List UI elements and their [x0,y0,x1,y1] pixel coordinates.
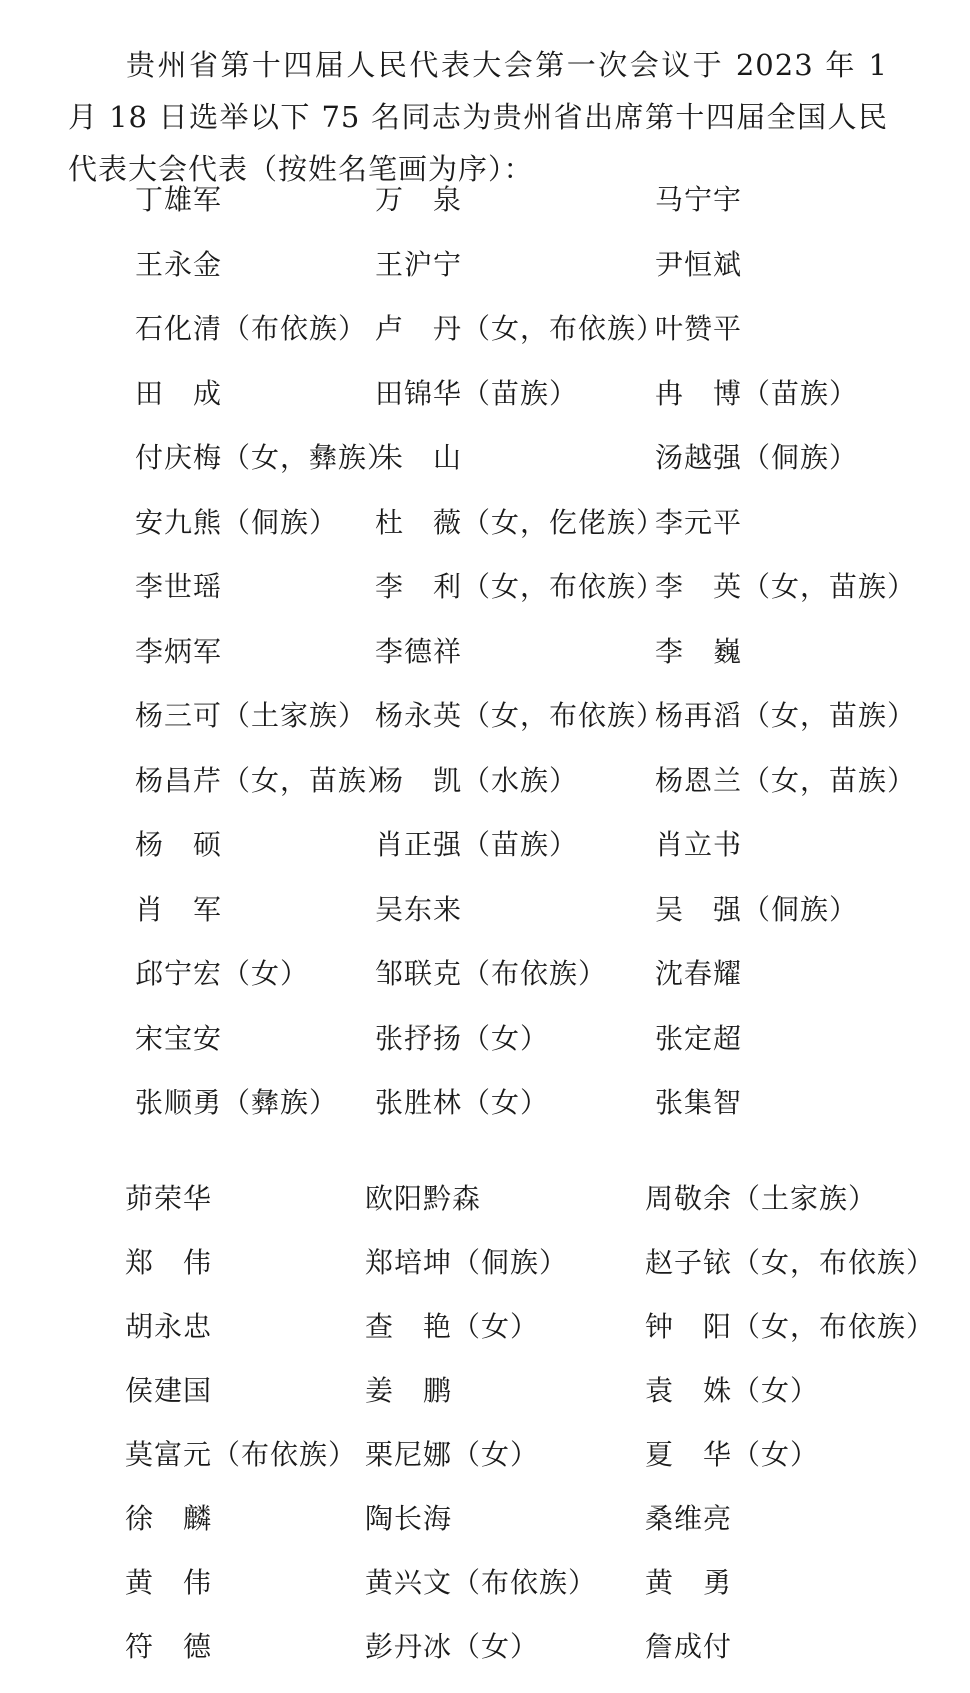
delegate-name: 栗尼娜（女） [365,1438,540,1471]
delegate-name: 黄 伟 [125,1566,213,1599]
delegate-name: 冉 博（苗族） [655,376,859,410]
name-row [135,231,905,296]
name-row [135,424,905,489]
name-row [125,1165,905,1229]
delegate-name: 钟 阳（女，布依族） [645,1310,936,1343]
delegate-name: 尹恒斌 [655,247,743,281]
delegate-name: 周敬余（土家族） [645,1182,878,1215]
delegate-name: 郑培坤（侗族） [365,1246,569,1279]
name-row [135,1005,905,1070]
name-row [135,940,905,1005]
name-list-block-2 [125,1165,936,1677]
delegate-name: 张抒扬（女） [375,1021,550,1055]
delegate-name: 赵子铱（女，布依族） [645,1246,936,1279]
intro-paragraph: 贵州省第十四届人民代表大会第一次会议于 2023 年 1 月 18 日选举以下 75 名同志为贵州省出席第十四届全国人民代表大会代表（按姓名笔画为序）： [68,48,888,186]
delegate-name: 吴东来 [375,892,463,926]
delegate-name: 符 德 [125,1630,213,1663]
name-row [125,1229,936,1293]
delegate-name: 卢 丹（女，布依族） [375,312,666,346]
delegate-name: 彭丹冰（女） [365,1630,540,1663]
name-row [135,553,917,618]
delegate-name: 袁 姝（女） [645,1374,820,1407]
name-row [135,682,917,747]
delegate-name: 陶长海 [365,1502,453,1535]
name-row [125,1357,905,1421]
delegate-name: 丁雄军 [135,183,223,217]
delegate-name: 杨 凯（水族） [375,763,579,797]
name-row [125,1485,905,1549]
delegate-name: 朱 山 [375,441,463,475]
delegate-name: 桑维亮 [645,1502,733,1535]
delegate-name: 杨恩兰（女，苗族） [655,763,917,797]
name-row [135,166,905,231]
delegate-name: 杨 硕 [135,828,223,862]
delegate-name: 杨昌芹（女，苗族） [135,763,397,797]
name-row [135,747,917,812]
delegate-name: 李元平 [655,505,743,539]
delegate-name: 田锦华（苗族） [375,376,579,410]
delegate-name: 汤越强（侗族） [655,441,859,475]
delegate-name: 杨再滔（女，苗族） [655,699,917,733]
delegate-name: 李炳军 [135,634,223,668]
delegate-name: 杨三可（土家族） [135,699,368,733]
delegate-name: 马宁宇 [655,183,743,217]
delegate-name: 杜 薇（女，仡佬族） [375,505,666,539]
delegate-name: 胡永忠 [125,1310,213,1343]
delegate-name: 沈春耀 [655,957,743,991]
delegate-name: 宋宝安 [135,1021,223,1055]
delegate-name: 李德祥 [375,634,463,668]
name-row [125,1421,905,1485]
name-row [125,1549,905,1613]
delegate-name: 张定超 [655,1021,743,1055]
delegate-name: 茆荣华 [125,1182,213,1215]
delegate-name: 侯建国 [125,1374,213,1407]
delegate-name: 付庆梅（女，彝族） [135,441,397,475]
delegate-name: 张顺勇（彝族） [135,1086,339,1120]
delegate-name: 徐 麟 [125,1502,213,1535]
delegate-name: 李 巍 [655,634,743,668]
delegate-name: 夏 华（女） [645,1438,820,1471]
delegate-name: 黄 勇 [645,1566,733,1599]
name-row [125,1293,936,1357]
delegate-name: 李 利（女，布依族） [375,570,666,604]
name-row [135,876,905,941]
delegate-name: 王沪宁 [375,247,463,281]
delegate-name: 肖 军 [135,892,223,926]
delegate-name: 张集智 [655,1086,743,1120]
delegate-name: 邱宁宏（女） [135,957,310,991]
delegate-name: 李 英（女，苗族） [655,570,917,604]
delegate-name: 张胜林（女） [375,1086,550,1120]
delegate-name: 欧阳黔森 [365,1182,482,1215]
delegate-name: 万 泉 [375,183,463,217]
delegate-name: 邹联克（布依族） [375,957,608,991]
delegate-name: 田 成 [135,376,223,410]
delegate-name: 安九熊（侗族） [135,505,339,539]
delegate-name: 肖正强（苗族） [375,828,579,862]
delegate-name: 莫富元（布依族） [125,1438,358,1471]
delegate-name: 姜 鹏 [365,1374,453,1407]
delegate-name: 肖立书 [655,828,743,862]
name-row [135,811,905,876]
delegate-name: 吴 强（侗族） [655,892,859,926]
name-row [135,1069,905,1134]
delegate-name: 郑 伟 [125,1246,213,1279]
delegate-name: 杨永英（女，布依族） [375,699,666,733]
delegate-name: 石化清（布依族） [135,312,368,346]
delegate-name: 黄兴文（布依族） [365,1566,598,1599]
delegate-name: 李世瑶 [135,570,223,604]
name-row [135,489,905,554]
name-list-block-1 [135,166,917,1134]
delegate-name: 查 艳（女） [365,1310,540,1343]
name-row [125,1613,905,1677]
delegate-name: 詹成付 [645,1630,733,1663]
name-row [135,295,905,360]
name-row [135,618,905,683]
name-row [135,360,905,425]
delegate-name: 叶赞平 [655,312,743,346]
delegate-name: 王永金 [135,247,223,281]
